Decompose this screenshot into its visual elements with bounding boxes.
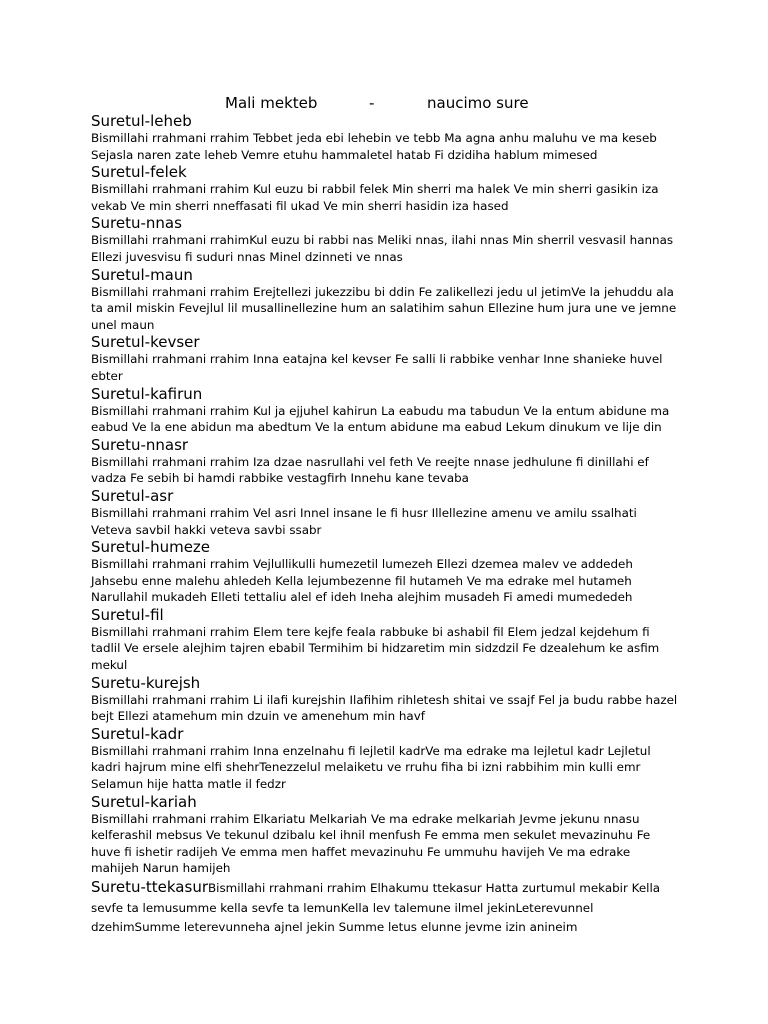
sura-text: Bismillahi rrahmani rrahim Kul euzu bi rabbil felek Min sherri ma halek Ve min sherri gasikin iza vekab Ve min sherri nneffasati fil ukad Ve min sherri hasidin iza hased [91,182,659,213]
sura-maun [91,266,681,334]
document-page [91,94,681,936]
sura-text: Bismillahi rrahmani rrahim Vejlullikulli humezetil lumezeh Ellezi dzemea malev ve addedeh Jahsebu enne malehu ahledeh Kella lejumbezenne fil hutameh Ve ma edrake mel hutameh Narullahil mukadeh Elleti tettaliu alel ef ideh Ineha alejhim musadeh Fi amedi mumededeh [91,557,633,605]
sura-title: Suretul-leheb [91,112,192,130]
sura-title: Suretul-kadr [91,724,184,743]
sura-title: Suretu-nnas [91,214,182,233]
sura-nnasr [91,436,681,487]
sura-kevser [91,333,681,384]
sura-humeze [91,538,681,606]
sura-text: Bismillahi rrahmani rrahim Elkariatu Melkariah Ve ma edrake melkariah Jevme jekunu nnasu kelferashil mebsus Ve tekunul dzibalu kel ihnil menfush Fe emma men sekulet mevazinuhu Fe huve fi ishetir radijeh Ve emma men haffet mevazinuhu Fe ummuhu havijeh Ve ma edrake mahijeh Narun hamijeh [91,811,651,876]
sura-title: Suretul-felek [91,163,187,182]
sura-title: Suretul-asr [91,486,174,505]
sura-kadr [91,725,681,793]
sura-title: Suretul-maun [91,265,193,284]
sura-title: Suretu-kurejsh [91,673,201,692]
sura-felek [91,163,681,214]
sura-title: Suretul-fil [91,605,164,624]
sura-text: Bismillahi rrahmani rrahim Elhakumu ttekasur Hatta zurtumul mekabir Kella sevfe ta lemusumme kella sevfe ta lemunKella lev talemune ilmel jekinLeterevunnel dzehimSumme leterevunneha ajnel jekin Summe letus elunne jevme izin anineim [91,881,661,935]
sura-title: Suretu-ttekasur [91,878,208,896]
sura-asr [91,487,681,538]
sura-title: Suretul-kafirun [91,384,203,403]
sura-title: Suretu-nnasr [91,435,189,454]
sura-text: Bismillahi rrahmani rrahim Tebbet jeda ebi lehebin ve tebb Ma agna anhu maluhu ve ma keseb Sejasla naren zate leheb Vemre etuhu hammaletel hatab Fi dzidiha hablum mimesed [91,131,657,162]
sura-ttekasur [91,877,681,936]
sura-title: Suretul-kariah [91,792,197,811]
sura-text: Bismillahi rrahmani rrahim Kul ja ejjuhel kahirun La eabudu ma tabudun Ve la entum abidune ma eabud Ve la ene abidun ma abedtum Ve la entum abidune ma eabud Lekum dinukum ve lije din [91,403,670,435]
page-title [91,94,681,112]
sura-text: Bismillahi rrahmani rrahim Vel asri Innel insane le fi husr Illellezine amenu ve amilu ssalhati Veteva savbil hakki veteva savbi ssabr [91,505,637,537]
sura-nnas [91,214,681,265]
sura-text: Bismillahi rrahmani rrahim Inna eatajna kel kevser Fe salli li rabbike venhar Inne shanieke huvel ebter [91,352,663,383]
sura-kariah [91,793,681,877]
sura-kurejsh [91,674,681,725]
sura-text: Bismillahi rrahmani rrahim Erejtellezi jukezzibu bi ddin Fe zalikellezi jedu ul jetimVe la jehuddu ala ta amil miskin Fevejlul lil musallinellezine hum an salatihim sahun Ellezine hum jura une ve jemne unel maun [91,284,677,332]
sura-kafirun [91,385,681,436]
page-title-dash: - [369,94,375,112]
sura-title: Suretul-kevser [91,333,200,352]
sura-title: Suretul-humeze [91,538,211,557]
sura-fil [91,606,681,674]
page-title-left: Mali mekteb [225,94,318,112]
sura-leheb [91,112,681,163]
sura-text: Bismillahi rrahmani rrahim Iza dzae nasrullahi vel feth Ve reejte nnase jedhulune fi dinillahi ef vadza Fe sebih bi hamdi rabbike vestagfirh Innehu kane tevaba [91,454,649,486]
sura-text: Bismillahi rrahmani rrahim Elem tere kejfe feala rabbuke bi ashabil fil Elem jedzal kejdehum fi tadlil Ve ersele alejhim tajren ebabil Termihim bi hidzaretim min sidzdzil Fe dzealehum ke asfim mekul [91,624,660,673]
page-title-right: naucimo sure [427,94,529,112]
sura-text: Bismillahi rrahmani rrahimKul euzu bi rabbi nas Meliki nnas, ilahi nnas Min sherril vesvasil hannas Ellezi juvesvisu fi suduri nnas Minel dzinneti ve nnas [91,233,674,264]
sura-text: Bismillahi rrahmani rrahim Li ilafi kurejshin Ilafihim rihletesh shitai ve ssajf Fel ja budu rabbe hazel bejt Ellezi atamehum min dzuin ve amenehum min havf [91,692,678,724]
sura-text: Bismillahi rrahmani rrahim Inna enzelnahu fi lejletil kadrVe ma edrake ma lejletul kadr Lejletul kadri hajrum mine elfi shehrTenezzelul melaiketu ve rruhu fiha bi izni rabbihim min kulli emr Selamun hije hatta matle il fedzr [91,743,651,792]
